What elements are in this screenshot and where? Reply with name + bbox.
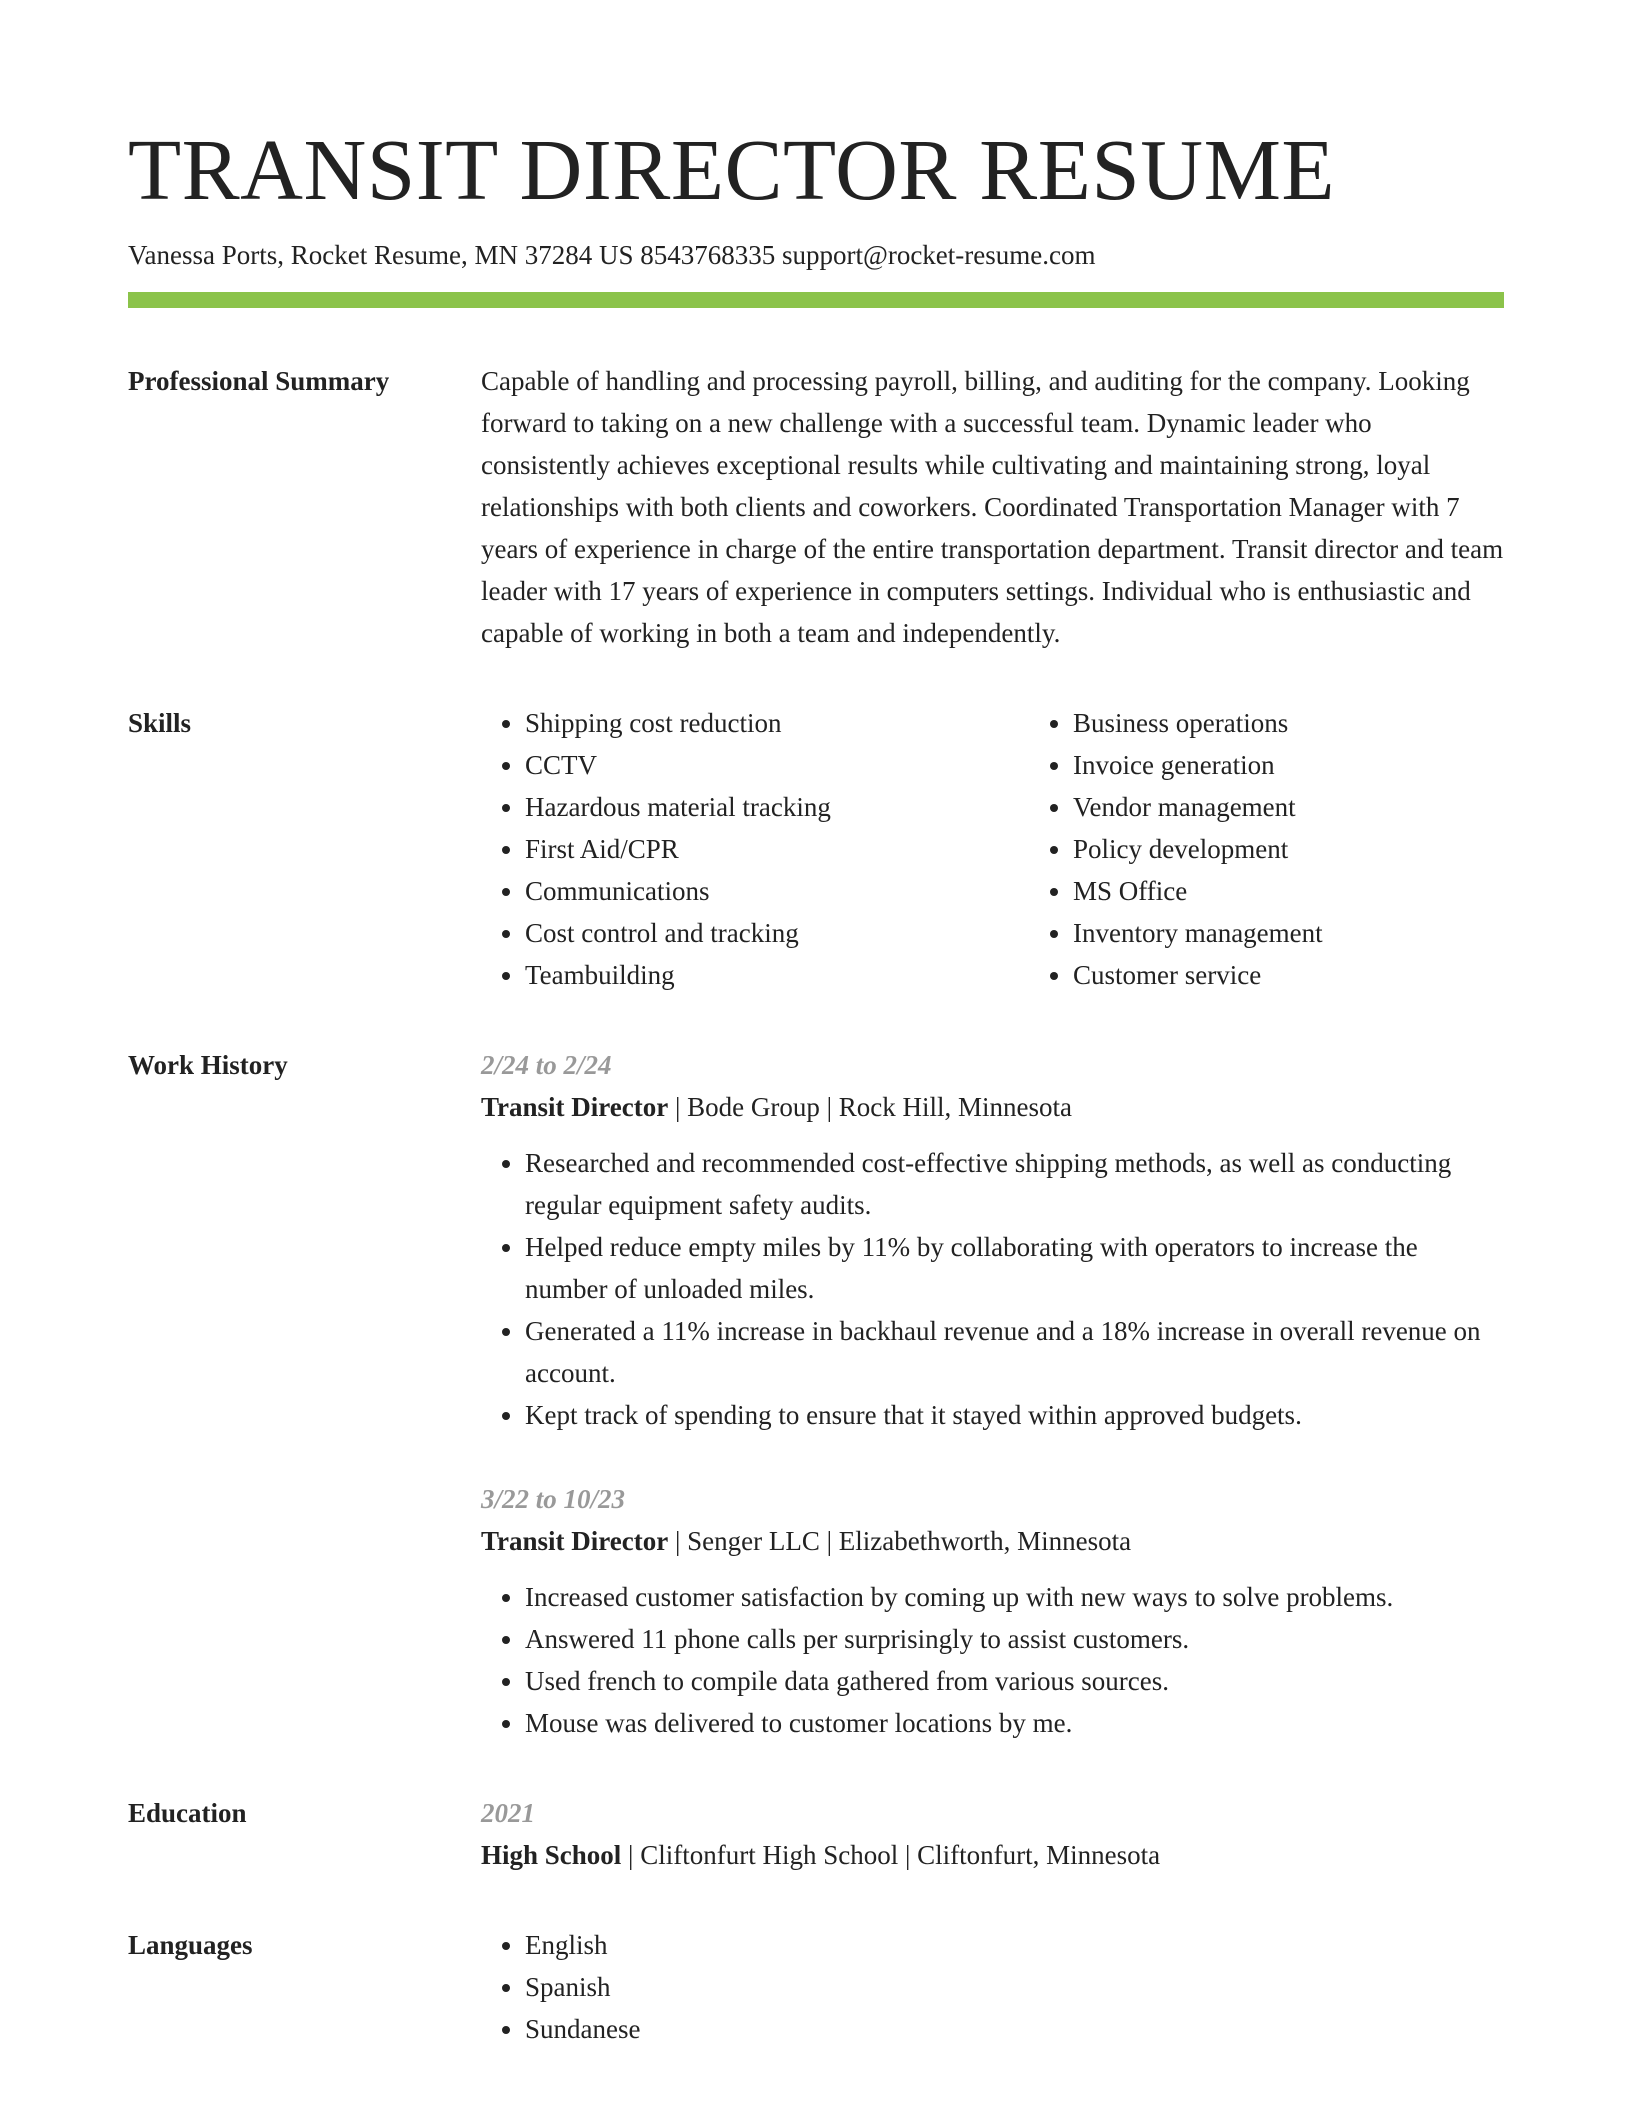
education-details: | Cliftonfurt High School | Cliftonfurt, Minnesota <box>621 1840 1161 1870</box>
job-bullet: • Increased customer satisfaction by coming up with new ways to solve problems. <box>525 1576 1504 1618</box>
skill-item: • Communications <box>525 870 1029 912</box>
languages-list <box>481 1924 1504 2050</box>
summary-text: Capable of handling and processing payroll, billing, and auditing for the company. Looking forward to taking on a new challenge with a successful team. Dynamic leader who consistently achieves exceptional results while cultivating and maintaining strong, loyal relationships with both clients and coworkers. Coordinated Transportation Manager with 7 years of experience in charge of the entire transportation department. Transit director and team leader with 17 years of experience in computers settings. Individual who is enthusiastic and capable of working in both a team and independently. <box>481 366 1504 648</box>
resume-title: TRANSIT DIRECTOR RESUME <box>128 121 1336 218</box>
job-bullets <box>481 1142 1504 1436</box>
summary-content <box>481 360 1504 654</box>
languages-section <box>128 1924 1504 2050</box>
job-details: | Senger LLC | Elizabethworth, Minnesota <box>668 1526 1132 1556</box>
job-heading <box>481 1520 1504 1562</box>
job-bullet: • Mouse was delivered to customer locations by me. <box>525 1702 1504 1744</box>
job-title: Transit Director <box>481 1526 669 1556</box>
job-title: Transit Director <box>481 1092 669 1122</box>
languages-content <box>481 1924 1504 2050</box>
job-bullet: • Used french to compile data gathered from various sources. <box>525 1660 1504 1702</box>
job-dates: 3/22 to 10/23 <box>481 1484 626 1514</box>
job-bullet: • Answered 11 phone calls per surprisingly to assist customers. <box>525 1618 1504 1660</box>
skills-list-right <box>1029 702 1577 996</box>
job-bullet: • Researched and recommended cost-effective shipping methods, as well as conducting regular equipment safety audits. <box>525 1142 1504 1226</box>
skill-item: • Customer service <box>1073 954 1577 996</box>
skills-list-left <box>481 702 1029 996</box>
skill-item: • Inventory management <box>1073 912 1577 954</box>
language-item: • English <box>525 1924 1504 1966</box>
section-label-education: Education <box>128 1798 247 1828</box>
job-bullet: • Kept track of spending to ensure that it stayed within approved budgets. <box>525 1394 1504 1436</box>
job-bullets <box>481 1576 1504 1744</box>
language-item: • Sundanese <box>525 2008 1504 2050</box>
skill-item: • Hazardous material tracking <box>525 786 1029 828</box>
skill-item: • MS Office <box>1073 870 1577 912</box>
job-heading <box>481 1086 1504 1128</box>
skill-item: • Invoice generation <box>1073 744 1577 786</box>
accent-divider <box>128 292 1504 308</box>
skills-content <box>481 702 1577 996</box>
job-entry <box>481 1478 1504 1744</box>
work-history-section <box>128 1044 1504 1744</box>
contact-line: Vanessa Ports, Rocket Resume, MN 37284 US 8543768335 support@rocket-resume.com <box>128 240 1096 270</box>
skill-item: • Policy development <box>1073 828 1577 870</box>
skill-item: • First Aid/CPR <box>525 828 1029 870</box>
education-section <box>128 1792 1504 1876</box>
job-entry <box>481 1044 1504 1436</box>
skill-item: • Business operations <box>1073 702 1577 744</box>
education-year: 2021 <box>481 1798 535 1828</box>
skill-item: • Vendor management <box>1073 786 1577 828</box>
summary-section <box>128 360 1504 654</box>
skills-section <box>128 702 1504 996</box>
language-item: • Spanish <box>525 1966 1504 2008</box>
skill-item: • Shipping cost reduction <box>525 702 1029 744</box>
skill-item: • Teambuilding <box>525 954 1029 996</box>
education-content <box>481 1792 1504 1876</box>
job-bullet: • Helped reduce empty miles by 11% by collaborating with operators to increase the number of unloaded miles. <box>525 1226 1504 1310</box>
job-bullet: • Generated a 11% increase in backhaul revenue and a 18% increase in overall revenue on account. <box>525 1310 1504 1394</box>
job-details: | Bode Group | Rock Hill, Minnesota <box>668 1092 1072 1122</box>
section-label-summary: Professional Summary <box>128 366 390 396</box>
job-dates: 2/24 to 2/24 <box>481 1050 612 1080</box>
work-history-content <box>481 1044 1504 1744</box>
education-degree: High School <box>481 1840 622 1870</box>
skill-item: • Cost control and tracking <box>525 912 1029 954</box>
section-label-work-history: Work History <box>128 1050 288 1080</box>
education-heading <box>481 1834 1504 1876</box>
section-label-languages: Languages <box>128 1930 253 1960</box>
section-label-skills: Skills <box>128 708 192 738</box>
skill-item: • CCTV <box>525 744 1029 786</box>
